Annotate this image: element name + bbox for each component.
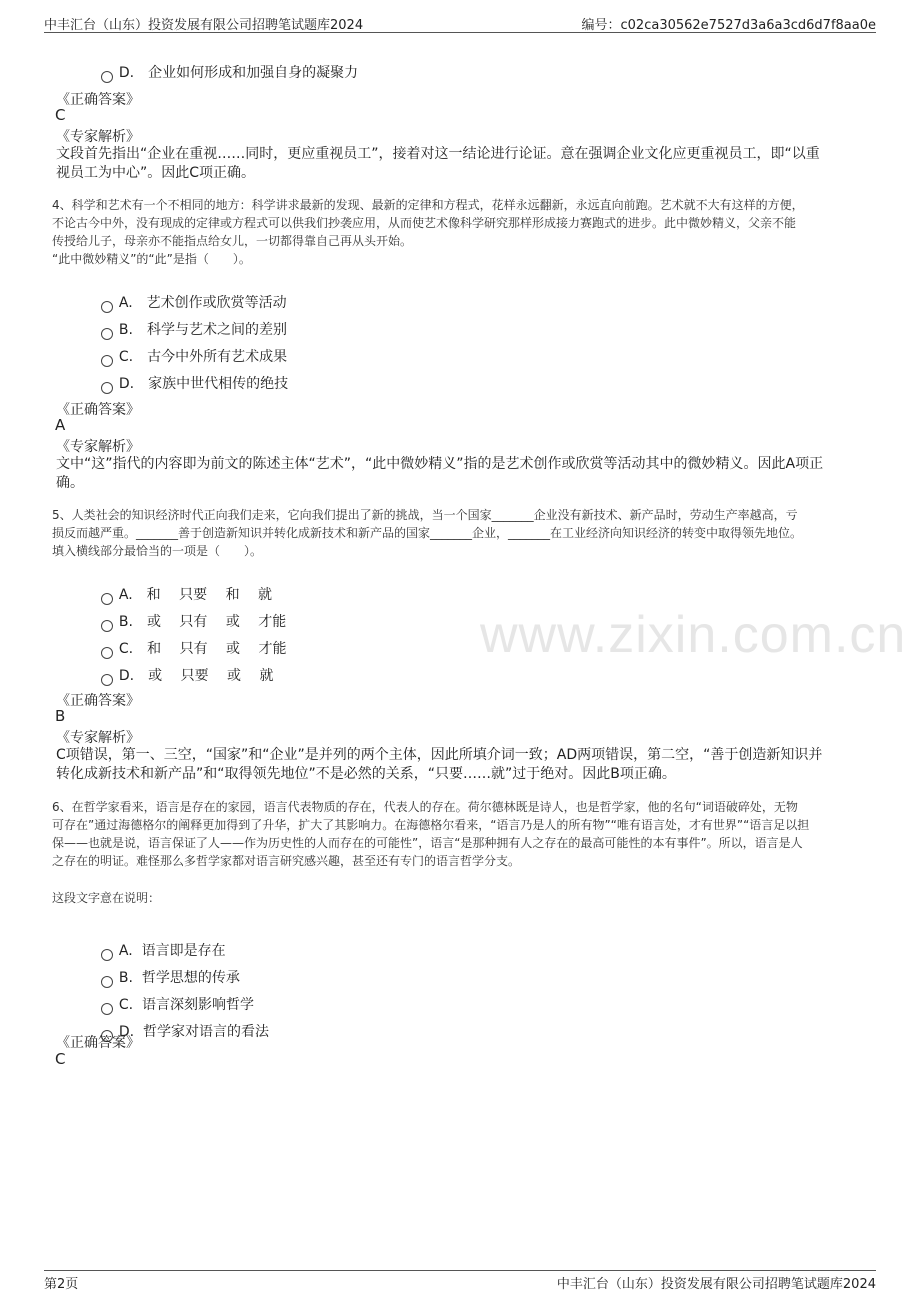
radio-icon[interactable] <box>101 674 113 686</box>
analysis-line: 文中“这”指代的内容即为前文的陈述主体“艺术”，“此中微妙精义”指的是艺术创作或欣赏等活动其中的微妙精义。因此A项正 <box>56 456 824 472</box>
analysis-line: 转化成新技术和新产品”和“取得领先地位”不是必然的关系，“只要……就”过于绝对。因此B项正确。 <box>56 766 676 782</box>
stem-line: 损反而越严重。_______善于创造新知识并转化成新技术和新产品的国家_______企业，_______在工业经济向知识经济的转变中取得领先地位。 <box>52 526 803 540</box>
q5-analysis-heading: 《专家解析》 <box>56 730 140 746</box>
stem-line: 6、在哲学家看来，语言是存在的家园，语言代表物质的存在，代表人的存在。荷尔德林既是诗人，也是哲学家，他的名句“词语破碎处，无物 <box>52 800 798 814</box>
q5-stem <box>52 506 860 560</box>
option-label: C. 古今中外所有艺术成果 <box>118 349 288 365</box>
analysis-line: 视员工为中心”。因此C项正确。 <box>56 165 256 181</box>
stem-line: 之存在的明证。难怪那么多哲学家都对语言研究感兴趣，甚至还有专门的语言哲学分支。 <box>52 854 521 868</box>
analysis-line: 文段首先指出“企业在重视……同时，更应重视员工”，接着对这一结论进行论证。意在强调企业文化应更重视员工，即“以重 <box>56 146 820 162</box>
option-label: C. 语言深刻影响哲学 <box>118 997 255 1013</box>
q5-option-d[interactable] <box>92 649 274 685</box>
q4-option-d[interactable] <box>92 357 288 393</box>
q6-stem <box>52 798 860 870</box>
page-header <box>44 10 876 33</box>
option-label: B. 科学与艺术之间的差别 <box>118 322 287 338</box>
option-label: A. 语言即是存在 <box>118 943 226 959</box>
q5-analysis <box>56 746 856 784</box>
stem-line: 5、人类社会的知识经济时代正向我们走来，它向我们提出了新的挑战，当一个国家_______企业没有新技术、新产品时，劳动生产率越高，亏 <box>52 508 798 522</box>
q3-analysis-heading: 《专家解析》 <box>56 129 140 145</box>
q4-analysis <box>56 455 856 493</box>
q5-answer: B <box>55 707 66 725</box>
stem-line: 填入横线部分最恰当的一项是（ ）。 <box>52 544 263 558</box>
q4-analysis-heading: 《专家解析》 <box>56 439 140 455</box>
option-label: D. 企业如何形成和加强自身的凝聚力 <box>118 65 359 81</box>
page-number: 第2页 <box>44 1277 79 1292</box>
q4-stem <box>52 196 860 268</box>
stem-line: 4、科学和艺术有一个不相同的地方：科学讲求最新的发现、最新的定律和方程式，花样永远翻新，永远直向前跑。艺术就不大有这样的方便， <box>52 198 804 212</box>
radio-icon[interactable] <box>101 71 113 83</box>
option-label: A. 和 只要 和 就 <box>118 587 273 603</box>
q3-answer-heading: 《正确答案》 <box>56 92 140 108</box>
q5-answer-heading: 《正确答案》 <box>56 693 140 709</box>
page-footer <box>44 1270 876 1293</box>
watermark: www.zixin.com.cn <box>480 606 907 664</box>
q3-answer: C <box>55 106 66 124</box>
option-label: D. 家族中世代相传的绝技 <box>118 376 289 392</box>
stem-line: 保——也就是说，语言保证了人——作为历史性的人而存在的可能性”，语言“是那种拥有人之存在的最高可能性的本有事件”。所以，语言是人 <box>52 836 803 850</box>
q6-answer: C <box>55 1050 66 1068</box>
q4-answer: A <box>55 416 66 434</box>
radio-icon[interactable] <box>101 382 113 394</box>
stem-line: “此中微妙精义”的“此”是指（ ）。 <box>52 252 251 266</box>
option-label: B. 或 只有 或 才能 <box>118 614 287 630</box>
header-doc-id: 编号：c02ca30562e7527d3a6a3cd6d7f8aa0e <box>581 18 876 33</box>
q4-answer-heading: 《正确答案》 <box>56 402 140 418</box>
stem-line: 传授给儿子，母亲亦不能指点给女儿，一切都得靠自己再从头开始。 <box>52 234 413 248</box>
footer-title: 中丰汇台（山东）投资发展有限公司招聘笔试题库2024 <box>556 1277 876 1292</box>
option-label: B. 哲学思想的传承 <box>118 970 240 986</box>
header-title: 中丰汇台（山东）投资发展有限公司招聘笔试题库2024 <box>44 18 364 33</box>
analysis-line: C项错误，第一、三空，“国家”和“企业”是并列的两个主体，因此所填介词一致；AD两项错误，第二空，“善于创造新知识并 <box>56 747 823 763</box>
option-label: C. 和 只有 或 才能 <box>118 641 287 657</box>
stem-line: 不论古今中外，没有现成的定律或方程式可以供我们抄袭应用，从而使艺术像科学研究那样形成接力赛跑式的进步。此中微妙精义，父亲不能 <box>52 216 797 230</box>
q3-option-d[interactable] <box>92 46 358 82</box>
option-label: D. 或 只要 或 就 <box>118 668 274 684</box>
option-label: A. 艺术创作或欣赏等活动 <box>118 295 287 311</box>
q3-analysis <box>56 145 856 183</box>
option-label: D. 哲学家对语言的看法 <box>118 1024 270 1040</box>
stem-line: 可存在”通过海德格尔的阐释更加得到了升华，扩大了其影响力。在海德格尔看来，“语言乃是人的所有物”“唯有语言处，才有世界”“语言足以担 <box>52 818 810 832</box>
q6-prompt: 这段文字意在说明： <box>52 891 161 905</box>
analysis-line: 确。 <box>56 475 84 491</box>
q6-answer-heading: 《正确答案》 <box>56 1035 140 1051</box>
